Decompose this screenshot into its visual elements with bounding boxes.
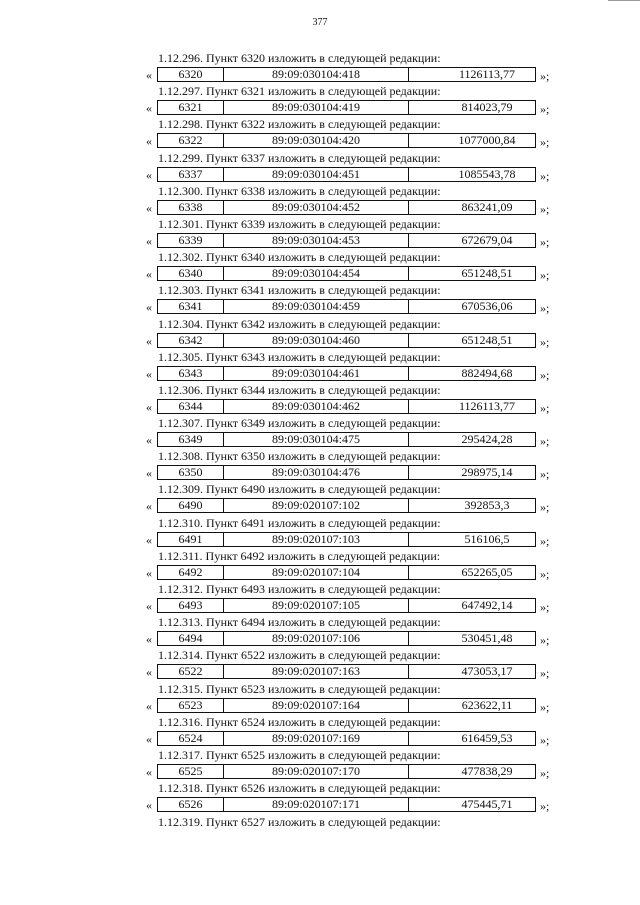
table-row	[157, 333, 536, 348]
amendment-entry	[0, 482, 640, 515]
table-row	[157, 366, 536, 381]
cadastral-number-cell: 89:09:030104:420	[224, 134, 409, 147]
item-number-cell: 6338	[158, 201, 224, 214]
value-cell: 670536,06	[461, 299, 513, 314]
amendment-entry	[0, 283, 640, 316]
amendment-heading: 1.12.318. Пункт 6526 изложить в следующей редакции:	[158, 781, 441, 796]
cadastral-number-cell: 89:09:020107:169	[224, 732, 409, 745]
item-number-cell: 6321	[158, 101, 224, 114]
amendment-row	[0, 365, 640, 383]
quote-close: »;	[540, 467, 550, 482]
table-row	[157, 399, 536, 414]
cadastral-number-cell: 89:09:030104:418	[224, 68, 409, 81]
quote-open: «	[146, 300, 152, 315]
amendment-row	[0, 763, 640, 781]
table-row	[157, 100, 536, 115]
value-cell: 651248,51	[461, 266, 513, 281]
quote-open: «	[146, 333, 152, 348]
amendment-entry	[0, 317, 640, 350]
item-number-cell: 6491	[158, 533, 224, 546]
value-cell: 477838,29	[461, 763, 513, 778]
cadastral-number-cell: 89:09:030104:453	[224, 234, 409, 247]
amendment-row	[0, 99, 640, 117]
quote-close: »;	[540, 500, 550, 515]
amendment-entry	[0, 117, 640, 150]
amendment-row	[0, 298, 640, 316]
quote-open: «	[146, 565, 152, 580]
quote-open: «	[146, 134, 152, 149]
amendment-entry	[0, 748, 640, 781]
quote-open: «	[146, 665, 152, 680]
quote-close: »;	[540, 168, 550, 183]
amendment-row	[0, 564, 640, 582]
cadastral-number-cell: 89:09:030104:454	[224, 267, 409, 280]
value-cell: 298975,14	[461, 465, 513, 480]
amendment-entry	[0, 449, 640, 482]
amendment-row	[0, 531, 640, 549]
amendment-entry	[0, 781, 640, 814]
item-number-cell: 6493	[158, 599, 224, 612]
table-row	[157, 299, 536, 314]
quote-close: »;	[540, 135, 550, 150]
amendment-heading: 1.12.306. Пункт 6344 изложить в следующей редакции:	[158, 382, 441, 397]
amendment-heading: 1.12.296. Пункт 6320 изложить в следующей редакции:	[158, 51, 441, 65]
quote-open: «	[146, 167, 152, 182]
amendment-row	[0, 730, 640, 748]
amendment-heading: 1.12.304. Пункт 6342 изложить в следующей редакции:	[158, 316, 441, 331]
cadastral-number-cell: 89:09:020107:105	[224, 599, 409, 612]
table-row	[157, 498, 536, 513]
cadastral-number-cell: 89:09:030104:452	[224, 201, 409, 214]
amendment-row	[0, 663, 640, 681]
item-number-cell: 6341	[158, 300, 224, 313]
amendment-row	[0, 697, 640, 715]
amendment-entry	[0, 582, 640, 615]
quote-close: »;	[540, 566, 550, 581]
item-number-cell: 6523	[158, 699, 224, 712]
table-row	[157, 465, 536, 480]
amendment-heading: 1.12.311. Пункт 6492 изложить в следующей редакции:	[158, 548, 441, 563]
table-row	[157, 698, 536, 713]
value-cell: 530451,48	[461, 631, 513, 646]
cadastral-number-cell: 89:09:030104:459	[224, 300, 409, 313]
quote-close: »;	[540, 633, 550, 648]
quote-open: «	[146, 632, 152, 647]
table-row	[157, 731, 536, 746]
table-row	[157, 631, 536, 646]
quote-open: «	[146, 433, 152, 448]
amendment-entry	[0, 549, 640, 582]
table-row	[157, 598, 536, 613]
amendment-entry	[0, 682, 640, 715]
item-number-cell: 6342	[158, 334, 224, 347]
cadastral-number-cell: 89:09:030104:475	[224, 433, 409, 446]
cadastral-number-cell: 89:09:020107:103	[224, 533, 409, 546]
quote-close: »;	[540, 268, 550, 283]
value-cell: 863241,09	[461, 199, 513, 214]
value-cell: 1126113,77	[458, 67, 516, 81]
value-cell: 814023,79	[461, 100, 513, 115]
amendment-heading: 1.12.302. Пункт 6340 изложить в следующей редакции:	[158, 250, 441, 265]
amendment-entry	[0, 615, 640, 648]
amendment-heading: 1.12.305. Пункт 6343 изложить в следующей редакции:	[158, 349, 441, 364]
quote-open: «	[146, 366, 152, 381]
cadastral-number-cell: 89:09:020107:164	[224, 699, 409, 712]
amendment-row	[0, 166, 640, 184]
quote-open: «	[146, 267, 152, 282]
quote-open: «	[146, 764, 152, 779]
value-cell: 672679,04	[461, 232, 513, 247]
amendment-entry	[0, 648, 640, 681]
amendment-heading: 1.12.303. Пункт 6341 изложить в следующей редакции:	[158, 283, 441, 298]
cadastral-number-cell: 89:09:020107:163	[224, 665, 409, 678]
amendment-row	[0, 398, 640, 416]
quote-open: «	[146, 399, 152, 414]
cadastral-number-cell: 89:09:030104:419	[224, 101, 409, 114]
quote-open: «	[146, 233, 152, 248]
item-number-cell: 6490	[158, 499, 224, 512]
quote-open: «	[146, 731, 152, 746]
amendment-heading: 1.12.312. Пункт 6493 изложить в следующей редакции:	[158, 582, 441, 596]
amendment-entry	[0, 184, 640, 217]
item-number-cell: 6343	[158, 367, 224, 380]
cadastral-number-cell: 89:09:020107:104	[224, 566, 409, 579]
value-cell: 1085543,78	[458, 166, 516, 181]
cadastral-number-cell: 89:09:030104:476	[224, 466, 409, 479]
amendment-heading: 1.12.297. Пункт 6321 изложить в следующей редакции:	[158, 84, 441, 99]
amendment-heading: 1.12.301. Пункт 6339 изложить в следующей редакции:	[158, 216, 441, 231]
quote-open: «	[146, 698, 152, 713]
document-body	[0, 51, 640, 829]
amendment-entry	[0, 516, 640, 549]
quote-close: »;	[540, 699, 550, 714]
quote-close: »;	[540, 732, 550, 747]
quote-close: »;	[540, 367, 550, 382]
quote-close: »;	[540, 600, 550, 614]
value-cell: 652265,05	[461, 564, 513, 579]
item-number-cell: 6492	[158, 566, 224, 579]
amendment-heading-final: 1.12.319. Пункт 6527 изложить в следующей редакции:	[158, 814, 441, 829]
item-number-cell: 6344	[158, 400, 224, 413]
amendment-heading: 1.12.310. Пункт 6491 изложить в следующей редакции:	[158, 515, 441, 530]
item-number-cell: 6322	[158, 134, 224, 147]
value-cell: 882494,68	[461, 365, 513, 380]
item-number-cell: 6349	[158, 433, 224, 446]
table-row	[157, 133, 536, 148]
value-cell: 295424,28	[461, 432, 513, 447]
cadastral-number-cell: 89:09:030104:461	[224, 367, 409, 380]
quote-close: »;	[540, 201, 550, 216]
quote-open: «	[146, 466, 152, 481]
quote-close: »;	[540, 666, 550, 681]
item-number-cell: 6340	[158, 267, 224, 280]
amendment-heading: 1.12.313. Пункт 6494 изложить в следующей редакции:	[158, 615, 441, 630]
item-number-cell: 6337	[158, 168, 224, 181]
cadastral-number-cell: 89:09:020107:102	[224, 499, 409, 512]
value-cell: 651248,51	[461, 332, 513, 347]
cadastral-number-cell: 89:09:030104:462	[224, 400, 409, 413]
table-row	[157, 532, 536, 547]
table-row	[157, 797, 536, 812]
table-row	[157, 200, 536, 215]
quote-open: «	[146, 798, 152, 813]
quote-close: »;	[540, 400, 550, 415]
cadastral-number-cell: 89:09:030104:451	[224, 168, 409, 181]
amendment-entry	[0, 416, 640, 449]
item-number-cell: 6339	[158, 234, 224, 247]
quote-close: »;	[540, 334, 550, 349]
amendment-heading: 1.12.314. Пункт 6522 изложить в следующей редакции:	[158, 648, 441, 663]
amendment-heading: 1.12.299. Пункт 6337 изложить в следующей редакции:	[158, 150, 441, 165]
amendment-heading: 1.12.300. Пункт 6338 изложить в следующей редакции:	[158, 183, 441, 198]
cadastral-number-cell: 89:09:020107:171	[224, 798, 409, 811]
table-row	[157, 764, 536, 779]
value-cell: 392853,3	[464, 498, 510, 513]
table-row	[157, 432, 536, 447]
amendment-heading: 1.12.298. Пункт 6322 изложить в следующей редакции:	[158, 117, 441, 132]
quote-open: «	[146, 101, 152, 116]
value-cell: 647492,14	[461, 598, 513, 612]
amendment-heading: 1.12.308. Пункт 6350 изложить в следующей редакции:	[158, 449, 441, 464]
item-number-cell: 6522	[158, 665, 224, 678]
amendment-row	[0, 265, 640, 283]
quote-close: »;	[540, 799, 550, 814]
amendment-heading: 1.12.307. Пункт 6349 изложить в следующей редакции:	[158, 416, 441, 431]
amendment-row	[0, 464, 640, 482]
amendment-heading: 1.12.317. Пункт 6525 изложить в следующей редакции:	[158, 747, 441, 762]
quote-close: »;	[540, 434, 550, 449]
table-row	[157, 664, 536, 679]
amendment-row	[0, 232, 640, 250]
amendment-entry	[0, 217, 640, 250]
amendment-row	[0, 132, 640, 150]
table-row	[157, 565, 536, 580]
amendment-row	[0, 630, 640, 648]
item-number-cell: 6494	[158, 632, 224, 645]
item-number-cell: 6524	[158, 732, 224, 745]
quote-open: «	[146, 499, 152, 514]
table-row	[157, 67, 536, 82]
amendment-entry	[0, 383, 640, 416]
cadastral-number-cell: 89:09:020107:106	[224, 632, 409, 645]
quote-close: »;	[540, 69, 550, 83]
scan-corner-mark	[608, 0, 640, 1]
quote-open: «	[146, 68, 152, 82]
quote-close: »;	[540, 765, 550, 780]
item-number-cell: 6526	[158, 798, 224, 811]
quote-close: »;	[540, 234, 550, 249]
table-row	[157, 167, 536, 182]
value-cell: 475445,71	[461, 797, 513, 812]
table-row	[157, 233, 536, 248]
amendment-entry	[0, 151, 640, 184]
amendment-row	[0, 597, 640, 615]
table-row	[157, 266, 536, 281]
amendment-row	[0, 497, 640, 515]
quote-close: »;	[540, 533, 550, 548]
item-number-cell: 6350	[158, 466, 224, 479]
amendment-entry	[0, 51, 640, 84]
quote-open: «	[146, 200, 152, 215]
value-cell: 473053,17	[461, 664, 513, 679]
item-number-cell: 6320	[158, 68, 224, 81]
amendment-entry	[0, 84, 640, 117]
amendment-entry	[0, 350, 640, 383]
value-cell: 623622,11	[461, 697, 513, 712]
item-number-cell: 6525	[158, 765, 224, 778]
quote-open: «	[146, 532, 152, 547]
quote-close: »;	[540, 102, 550, 117]
value-cell: 516106,5	[464, 531, 510, 546]
cadastral-number-cell: 89:09:020107:170	[224, 765, 409, 778]
amendment-row	[0, 66, 640, 84]
quote-open: «	[146, 599, 152, 613]
amendment-row	[0, 796, 640, 814]
amendment-row	[0, 332, 640, 350]
amendment-row	[0, 431, 640, 449]
page-number: 377	[312, 17, 328, 28]
value-cell: 616459,53	[461, 730, 513, 745]
amendment-heading: 1.12.316. Пункт 6524 изложить в следующей редакции:	[158, 714, 441, 729]
cadastral-number-cell: 89:09:030104:460	[224, 334, 409, 347]
value-cell: 1126113,77	[458, 398, 516, 413]
amendment-row	[0, 199, 640, 217]
quote-close: »;	[540, 301, 550, 316]
amendment-heading: 1.12.309. Пункт 6490 изложить в следующей редакции:	[158, 482, 441, 497]
amendment-entry	[0, 715, 640, 748]
amendment-entry	[0, 250, 640, 283]
amendment-heading: 1.12.315. Пункт 6523 изложить в следующей редакции:	[158, 681, 441, 696]
value-cell: 1077000,84	[458, 133, 516, 148]
